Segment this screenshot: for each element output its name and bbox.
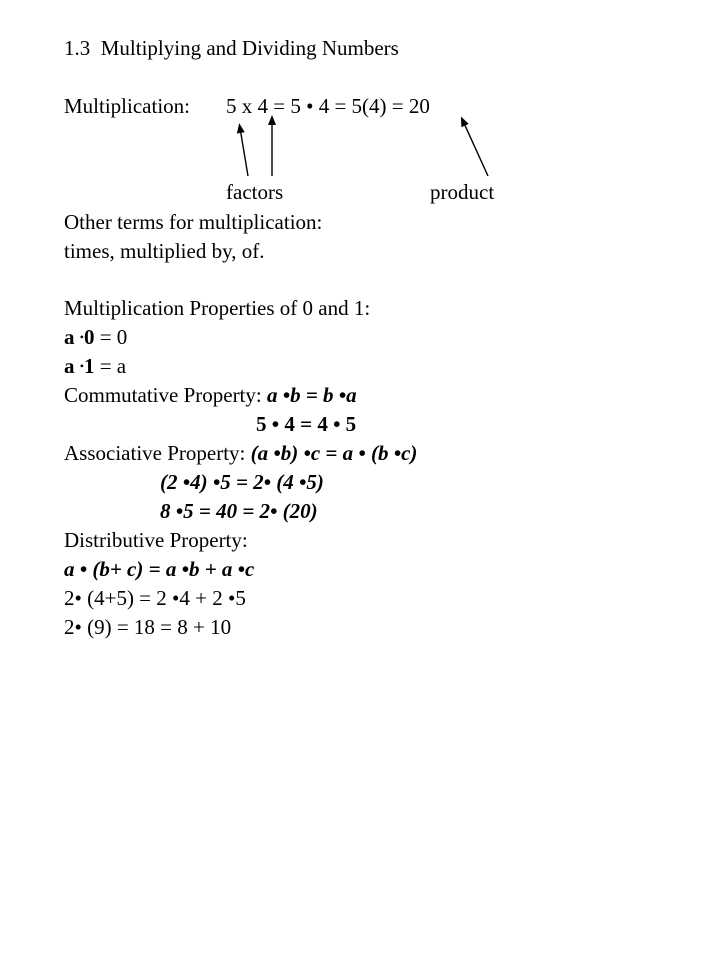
zero-number: 0 — [83, 325, 95, 349]
factor-arrow-1 — [240, 128, 248, 176]
commutative-formula: a •b = b •a — [266, 383, 357, 407]
zero-dot: • — [79, 330, 84, 344]
one-result: = a — [94, 354, 127, 378]
associative-example-2: 8 •5 = 40 = 2• (20) — [160, 499, 318, 523]
distributive-formula: a • (b+ c) = a •b + a •c — [64, 557, 255, 581]
other-terms-title: Other terms for multiplication: — [64, 210, 323, 234]
product-label: product — [430, 180, 495, 204]
zero-property — [64, 325, 127, 352]
zero-result: = 0 — [94, 325, 128, 349]
commutative-label: Commutative Property: — [64, 383, 267, 407]
commutative-example: 5 • 4 = 4 • 5 — [256, 412, 357, 436]
properties-title: Multiplication Properties of 0 and 1: — [64, 296, 371, 320]
one-dot: • — [79, 359, 84, 373]
distributive-example-2: 2• (9) = 18 = 8 + 10 — [64, 615, 232, 639]
commutative-property — [64, 383, 357, 407]
page-title: 1.3 Multiplying and Dividing Numbers — [64, 36, 399, 60]
multiplication-equation: 5 x 4 = 5 • 4 = 5(4) = 20 — [226, 94, 430, 118]
associative-property — [64, 441, 417, 465]
other-terms-list: times, multiplied by, of. — [64, 239, 265, 263]
distributive-label: Distributive Property: — [64, 528, 248, 552]
associative-formula: (a •b) •c = a • (b •c) — [250, 441, 418, 465]
associative-example-1: (2 •4) •5 = 2• (4 •5) — [160, 470, 324, 494]
one-number: 1 — [83, 354, 95, 378]
one-property — [64, 354, 126, 381]
factors-label: factors — [226, 180, 284, 204]
zero-var-a: a — [64, 325, 75, 349]
one-var-a: a — [64, 354, 75, 378]
associative-label: Associative Property: — [64, 441, 251, 465]
distributive-example-1: 2• (4+5) = 2 •4 + 2 •5 — [64, 586, 246, 610]
multiplication-label: Multiplication: — [64, 94, 190, 118]
product-arrow — [463, 121, 488, 176]
